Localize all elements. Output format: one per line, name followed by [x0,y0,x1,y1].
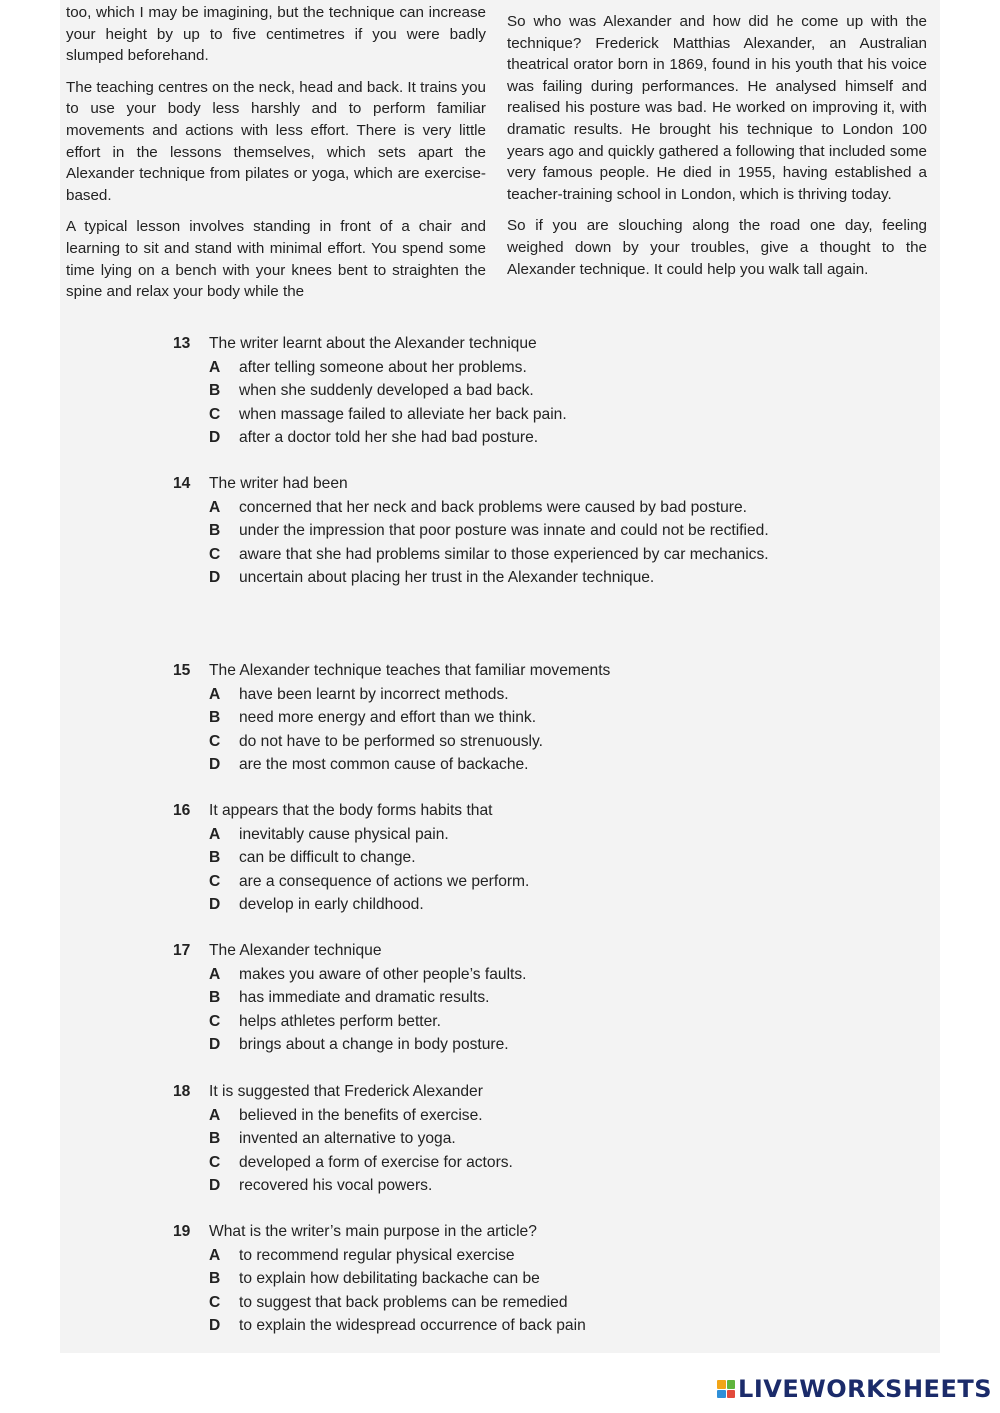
article-paragraph: So who was Alexander and how did he come up with the technique? Frederick Matthias Alexander, an Australian theatrical orator born in 1869, found in his youth that his voice was failing during performances. He analysed himself and realised his posture was bad. He worked on improving it, with dramatic results. He brought his technique to London 100 years ago and quickly gathered a following that included some very famous people. He died in 1955, having established a teacher-training school in London, which is thriving today. [507,13,927,203]
option-letter: D [209,1035,221,1053]
option-d[interactable] [173,753,873,776]
option-c[interactable] [173,1291,873,1314]
brand-name: LIVEWORKSHEETS [738,1375,992,1403]
option-letter: D [209,428,221,446]
option-d[interactable] [173,1314,873,1337]
option-c[interactable] [173,730,873,753]
option-a[interactable] [173,823,873,846]
option-b[interactable] [173,1127,873,1150]
option-text: has immediate and dramatic results. [239,989,490,1007]
liveworksheets-logo[interactable] [717,1375,992,1403]
option-letter: A [209,686,221,703]
question-stem: The Alexander technique [209,942,382,959]
option-b[interactable] [173,846,873,869]
option-text: when she suddenly developed a bad back. [239,382,534,400]
option-text: concerned that her neck and back problems were caused by bad posture. [239,499,747,516]
option-text: uncertain about placing her trust in the Alexander technique. [239,568,655,586]
option-letter: B [209,1130,221,1148]
question-16 [173,799,873,916]
article-column-left [66,2,486,313]
question-number: 16 [173,802,191,819]
option-text: to explain how debilitating backache can be [239,1270,540,1288]
option-text: believed in the benefits of exercise. [239,1107,483,1124]
option-text: are a consequence of actions we perform. [239,872,530,890]
option-a[interactable] [173,963,873,986]
question-15 [173,659,873,776]
option-letter: C [209,1293,221,1311]
option-letter: B [209,849,221,867]
question-number: 15 [173,662,191,679]
question-number: 17 [173,942,191,959]
option-letter: B [209,522,221,540]
option-letter: B [209,382,221,400]
option-text: helps athletes perform better. [239,1012,441,1030]
question-19 [173,1220,873,1337]
option-c[interactable] [173,1151,873,1174]
option-b[interactable] [173,379,873,402]
option-b[interactable] [173,706,873,729]
option-letter: D [209,568,221,586]
question-stem: It appears that the body forms habits that [209,802,493,819]
option-text: after telling someone about her problems. [239,359,527,376]
option-a[interactable] [173,356,873,379]
question-stem: The writer learnt about the Alexander technique [209,335,537,352]
article-paragraph: So if you are slouching along the road one day, feeling weighed down by your troubles, give a thought to the Alexander technique. It could help you walk tall again. [507,217,927,278]
option-letter: A [209,359,221,376]
option-text: developed a form of exercise for actors. [239,1153,513,1171]
option-c[interactable] [173,543,833,566]
article-paragraph: A typical lesson involves standing in front of a chair and learning to sit and stand with minimal effort. You spend some time lying on a bench with your knees bent to straighten the spine and relax your body while the [66,218,486,301]
question-17 [173,939,873,1056]
option-letter: C [209,1012,221,1030]
option-letter: B [209,1270,221,1288]
option-text: have been learnt by incorrect methods. [239,686,509,703]
option-d[interactable] [173,893,873,916]
option-letter: A [209,1107,221,1124]
option-letter: A [209,826,221,843]
question-number: 13 [173,335,191,352]
article-paragraph: The teaching centres on the neck, head and back. It trains you to use your body less harshly and to perform familiar movements and actions with less effort. There is very little effort in the lessons themselves, which sets apart the Alexander technique from pilates or yoga, which are exercise-based. [66,78,486,204]
option-letter: C [209,405,221,423]
question-stem: The writer had been [209,475,348,492]
option-letter: D [209,755,221,773]
liveworksheets-logo-icon [717,1380,735,1398]
option-text: when massage failed to alleviate her back pain. [239,405,567,423]
option-letter: D [209,895,221,913]
option-c[interactable] [173,403,873,426]
logo-square [727,1380,736,1389]
option-letter: C [209,872,221,890]
option-a[interactable] [173,1244,873,1267]
logo-square [727,1390,736,1399]
option-d[interactable] [173,426,873,449]
option-b[interactable] [173,1267,873,1290]
option-letter: D [209,1316,221,1334]
option-text: to explain the widespread occurrence of back pain [239,1316,586,1334]
option-c[interactable] [173,1010,873,1033]
question-13 [173,332,873,449]
question-stem: What is the writer’s main purpose in the article? [209,1223,537,1240]
option-letter: A [209,1247,221,1264]
option-c[interactable] [173,870,873,893]
option-text: makes you aware of other people’s faults. [239,966,527,983]
option-text: can be difficult to change. [239,849,416,867]
option-letter: A [209,499,221,516]
option-text: under the impression that poor posture was innate and could not be rectified. [239,522,769,540]
option-letter: C [209,732,221,750]
option-a[interactable] [173,683,873,706]
option-text: after a doctor told her she had bad posture. [239,428,539,446]
question-14 [173,472,833,589]
logo-square [717,1380,726,1389]
option-text: need more energy and effort than we think. [239,709,537,727]
option-d[interactable] [173,566,833,589]
article-excerpt [60,0,940,318]
option-text: inevitably cause physical pain. [239,826,449,843]
option-letter: C [209,545,221,563]
questions-section [60,318,940,1353]
option-text: recovered his vocal powers. [239,1176,433,1194]
option-text: develop in early childhood. [239,895,424,913]
option-d[interactable] [173,1033,873,1056]
question-number: 14 [173,475,191,492]
question-stem: The Alexander technique teaches that familiar movements [209,662,611,679]
question-stem: It is suggested that Frederick Alexander [209,1083,483,1100]
option-letter: A [209,966,221,983]
article-paragraph: too, which I may be imagining, but the technique can increase your height by up to five centimetres if you were badly slumped beforehand. [66,4,486,65]
option-text: brings about a change in body posture. [239,1035,509,1053]
option-letter: B [209,709,221,727]
option-a[interactable] [173,1104,873,1127]
question-18 [173,1080,873,1197]
option-text: to recommend regular physical exercise [239,1247,515,1264]
option-b[interactable] [173,519,833,542]
option-a[interactable] [173,496,833,519]
option-text: aware that she had problems similar to those experienced by car mechanics. [239,545,769,563]
option-text: do not have to be performed so strenuously. [239,732,543,750]
option-text: invented an alternative to yoga. [239,1130,456,1148]
option-text: to suggest that back problems can be remedied [239,1293,568,1311]
option-text: are the most common cause of backache. [239,755,529,773]
question-number: 18 [173,1083,191,1100]
option-d[interactable] [173,1174,873,1197]
option-letter: D [209,1176,221,1194]
option-letter: B [209,989,221,1007]
option-b[interactable] [173,986,873,1009]
question-number: 19 [173,1223,191,1240]
logo-square [717,1390,726,1399]
article-column-right [507,11,927,290]
option-letter: C [209,1153,221,1171]
